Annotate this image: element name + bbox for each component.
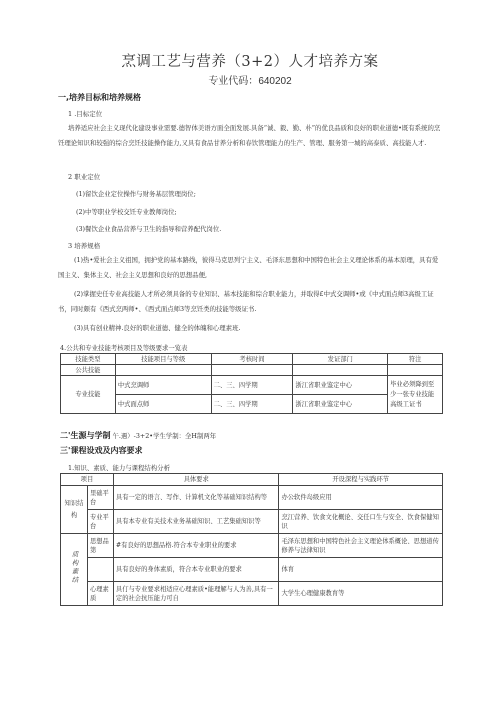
table-cell	[87, 558, 113, 582]
table-cell	[388, 365, 443, 376]
table-cell: 办公软件岛级应用	[279, 486, 443, 510]
table-cell	[115, 365, 211, 376]
table-cell: 烹江营养、饮食文化概论、交任口生与安全、饮食保健知识	[279, 510, 443, 534]
table-header-cell: 技能项目与等级	[115, 354, 211, 365]
table-cell: 二、三、四学期	[211, 376, 293, 395]
table-header-cell: 项目	[61, 474, 114, 486]
table-cell: 思想品第	[87, 534, 113, 558]
table-cell: 里础平台	[87, 486, 113, 510]
table-header-cell: 符注	[388, 354, 443, 365]
table-header-cell: 开设深程与实践环节	[279, 474, 443, 486]
table-row	[61, 365, 443, 376]
section-2-text: 午.遇）-3+2•学生学制：全H制两年	[112, 432, 217, 440]
section-3-heading: 三'课程设戏及内容要求	[60, 446, 143, 455]
section-1-heading: 一,培养目标和培养规格	[58, 93, 142, 102]
table-cell: 毕业必须降到至少一张专业技能高级工证书	[388, 376, 443, 414]
section-1-2-item: (2)中等职业学校交饪专业教师岗位;	[76, 208, 177, 216]
table-cell: 专业技能	[61, 376, 116, 414]
cert-table-caption: 4.公共和专业技能考核项目及等级要求一览表	[60, 344, 188, 352]
table-row	[61, 558, 443, 582]
table-cell	[211, 365, 293, 376]
table-header-cell: 具体要求	[113, 474, 279, 486]
section-1-2-item: (1)留饮企业定位操作与财务基层管理岗位;	[76, 190, 196, 198]
table-cell	[293, 365, 388, 376]
program-code	[0, 72, 500, 87]
section-2-line	[60, 423, 216, 442]
table-cell: 浙江省职业鉴定中心	[293, 376, 388, 395]
table-cell: 具仃与专业要求相适应心理素质•能理解与人为善,具有一定的社会抗压能力可自	[113, 582, 279, 606]
course-table	[60, 473, 443, 606]
cert-table	[60, 353, 443, 414]
table-header-cell: 考核时间	[211, 354, 293, 365]
table-cell: 具有一定的语言、写作、计算机文化等基础知识结构等	[113, 486, 279, 510]
table-cell: 具有本专业有关技术业务基础知识、工艺集础知识等	[113, 510, 279, 534]
table-row	[61, 486, 443, 510]
table-row	[61, 582, 443, 606]
program-code-label: 专业代码：	[208, 76, 259, 87]
program-code-value: 640202	[258, 76, 292, 87]
table-row	[61, 510, 443, 534]
section-1-2-item: (3)餐饮企业食品营养与卫生的指导和营养配代岗位.	[76, 225, 222, 233]
table-group-cell	[61, 534, 88, 606]
table-header-row	[61, 474, 443, 486]
table-cell: 浙江省职业鉴定中心	[293, 395, 388, 414]
table-row	[61, 534, 443, 558]
table-cell: 大学生心理健康教育等	[279, 582, 443, 606]
table-header-cell: 技能类型	[61, 354, 116, 365]
section-2-heading: 二'生源与学制	[60, 431, 111, 440]
table-row	[61, 376, 443, 395]
section-1-2-heading: 2 职业定位	[68, 173, 101, 181]
table-header-cell: 发证部门	[293, 354, 388, 365]
table-group-label: 质构素结	[70, 551, 79, 585]
table-cell: 二、三、四学期	[211, 395, 293, 414]
table-row	[61, 395, 443, 414]
table-cell: 体育	[279, 558, 443, 582]
course-table-caption: 1.知识、素质、能力与课程结构分析	[68, 464, 170, 472]
section-1-1-paragraph: 培养适应社会主义现代化建设事业需要.德智体美语方面全面发展.具备“诚、毅、勤、朴”的优良品质和良好的职业道德•既有系统的烹饪理论知识和较强的综合烹饪技能操作能力,又具有食品甘养分析和春饮管理能力的生产、管理、服务第一城的高泰质、高技能人才.	[58, 124, 441, 147]
table-group-cell: 知识结构	[61, 486, 88, 534]
table-cell: 公共技能	[61, 365, 116, 376]
section-1-3-paragraph-1: (1)热•爱社会主义祖国，拥护党的基本路线，彼得马克思列宁主义、毛泽东思想和中国特色社会主义理论体系的基本原理，具有爱国主义、集体主义、社会主义思想和良好的思想品便,	[58, 256, 439, 279]
section-1-3-paragraph-3: (3)具有创业精神.良好的职业道德、健全的体魄和心理素班.	[74, 324, 241, 332]
table-cell: 中式烹调师	[115, 376, 211, 395]
table-cell: #有良好的思想品格.符合本专业职业的要求	[113, 534, 279, 558]
table-cell: 中式面点师	[115, 395, 211, 414]
table-cell: 专业平台	[87, 510, 113, 534]
document-title: 烹调工艺与营养（3+2）人才培养方案	[121, 54, 379, 70]
table-header-row	[61, 354, 443, 365]
section-1-1-heading: 1 .目标定位	[68, 110, 103, 118]
table-cell: 具有良好的身体素质，符合本专业职业的要求	[113, 558, 279, 582]
section-1-3-heading: 3 培养规格	[68, 242, 101, 250]
table-cell: 心理素质	[87, 582, 113, 606]
table-cell: 毛泽东思想和中国特色社会主义理论体系概论、思想道传修养与法律知识	[279, 534, 443, 558]
section-1-3-paragraph-2: (2)掌握史任专业高技能人才所必须具备的专业知识、基本技能和综合职业能力，并取得£中式交调师•或《中式面点师3高级工证书，同时颇有《西式烹两师•、《西式面点师3等烹饪类的技能等级证书.	[58, 290, 434, 313]
